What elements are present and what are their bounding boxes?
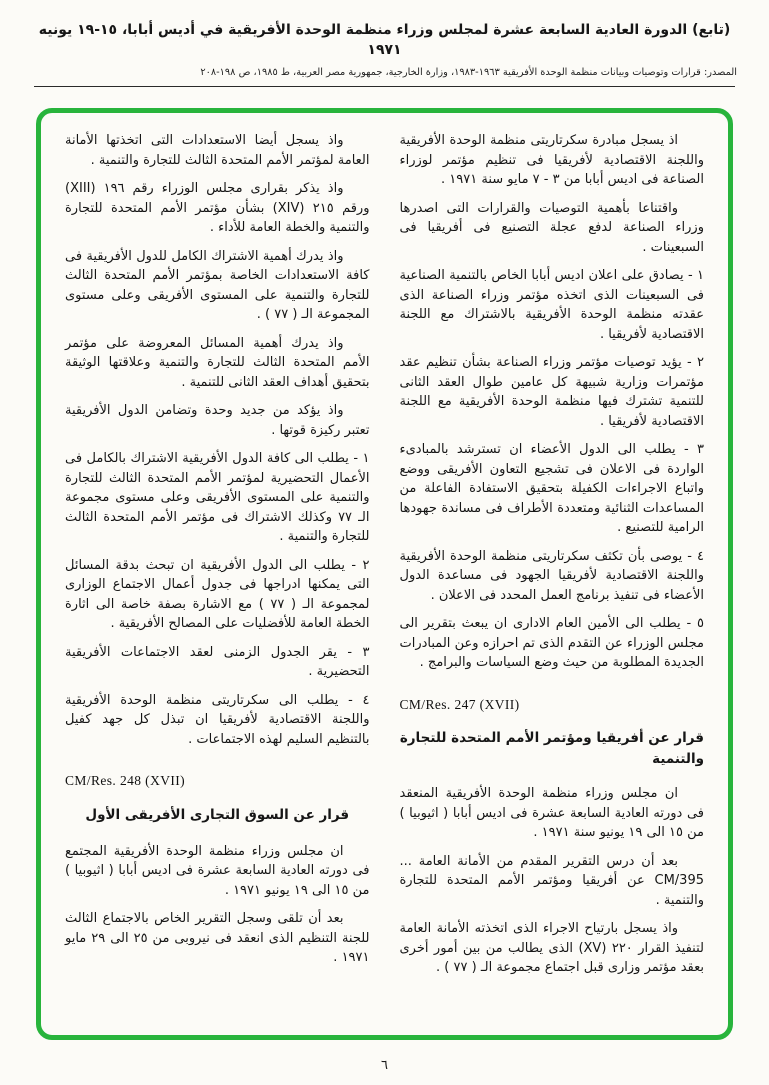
paragraph: واذ يسجل أيضا الاستعدادات التى اتخذتها الأمانة العامة لمؤتمر الأمم المتحدة الثالث للتجارة والتنمية . <box>65 133 370 168</box>
resolution-ref: CM/Res. 247 (XVII) <box>399 696 520 712</box>
paragraph: ٤ - يطلب الى سكرتاريتى منظمة الوحدة الأفريقية واللجنة الاقتصادية لأفريقيا ان تبذل كل جهد كفيل بالتنظيم السليم لهذه الاجتماعات . <box>65 692 370 747</box>
paragraph: ٢ - يطلب الى الدول الأفريقية ان تبحث بدقة المسائل التى يمكنها ادراجها فى جدول أعمال الاجتماع الوزارى لمجموعة الـ ( ٧٧ ) مع الاشارة بصفة خاصة الى اثارة الخطة العامة للأفضليات على المصالح الأفريقية . <box>65 557 370 631</box>
document-frame <box>36 108 733 1040</box>
paragraph: واذ يذكر بقرارى مجلس الوزراء رقم ١٩٦ (XIII) ورقم ٢١٥ (XIV) بشأن مؤتمر الأمم المتحدة للتجارة والتنمية والخطة العامة للأداء . <box>65 181 370 235</box>
paragraph: اذ يسجل مبادرة سكرتاريتى منظمة الوحدة الأفريقية واللجنة الاقتصادية لأفريقيا فى تنظيم مؤتمر لوزراء الصناعة فى اديس أبابا من ٣ - ٧ مايو سنة ١٩٧١ . <box>399 133 704 187</box>
paragraph: ١ - يطلب الى كافة الدول الأفريقية الاشتراك بالكامل فى الأعمال التحضيرية لمؤتمر الأمم المتحدة الثالث للتجارة والتنمية على المستوى الأفريقى وعلى مستوى مجموعة الـ ٧٧ وكذلك الاشتراك فى مؤتمر الأمم المتحدة الثالث للتجارة والتنمية . <box>65 451 370 544</box>
paragraph: ان مجلس وزراء منظمة الوحدة الأفريقية المنعقد فى دورته العادية السابعة عشرة فى اديس أبابا ( اثيوبيا ) من ١٥ الى ١٩ يونيو سنة ١٩٧١ . <box>399 786 704 840</box>
paragraph: ٣ - يطلب الى الدول الأعضاء ان تسترشد بالمبادىء الواردة فى الاعلان فى تشجيع التعاون الأفريقى ووضع واتباع الاجراءات الكفيلة بتحقيق الاستفادة الفاعلة من المساعدات الثنائية ومتعددة الأطراف فى مساندة جهودها الرامية للتصنيع . <box>399 442 704 535</box>
text-columns <box>65 131 704 1021</box>
column-left <box>65 131 370 1021</box>
resolution-heading: قرار عن أفريقيا ومؤتمر الأمم المتحدة للتجارة والتنمية <box>399 730 704 767</box>
paragraph: واقتناعا بأهمية التوصيات والقرارات التى اصدرها وزراء الصناعة لدفع عجلة التصنيع فى أفريقيا فى السبعينات . <box>399 200 704 255</box>
paragraph: ٤ - يوصى بأن تكثف سكرتاريتى منظمة الوحدة الأفريقية واللجنة الاقتصادية لأفريقيا الجهود فى مساعدة الدول الأعضاء فى تنفيذ برنامج العمل المحدد فى الاعلان . <box>399 548 704 603</box>
paragraph: واذ يدرك أهمية المسائل المعروضة على مؤتمر الأمم المتحدة الثالث للتجارة والتنمية وعلاقتها الوثيقة بتحقيق أهداف العقد الثانى للتنمية . <box>65 335 370 390</box>
document-title: (تابع) الدورة العادية السابعة عشرة لمجلس وزراء منظمة الوحدة الأفريقية في أديس أبابا، ١٥-١٩ يونيه ١٩٧١ <box>38 22 731 58</box>
paragraph: ٢ - يؤيد توصيات مؤتمر وزراء الصناعة بشأن تنظيم عقد مؤتمرات وزارية شبيهة كل عامين طوال العقد الثانى للتنمية تشترك فيها منظمة الوحدة الأفريقية مع اللجنة الاقتصادية لأفريقيا . <box>399 355 704 429</box>
page-number: ٦ <box>381 1058 388 1073</box>
resolution-ref: CM/Res. 248 (XVII) <box>65 773 186 788</box>
header-divider <box>34 86 735 87</box>
document-source-line: المصدر: قرارات وتوصيات وبيانات منظمة الوحدة الأفريقية ١٩٦٣-١٩٨٣، وزارة الخارجية، جمهورية مصر العربية، ط ١٩٨٥، ص ١٩٨-٢٠٨ <box>200 67 737 78</box>
paragraph: بعد أن درس التقرير المقدم من الأمانة العامة ... CM/395 عن أفريقيا ومؤتمر الأمم المتحدة للتجارة والتنمية . <box>399 853 704 908</box>
paragraph: واذ يدرك أهمية الاشتراك الكامل للدول الأفريقية فى كافة الاستعدادات الخاصة بمؤتمر الأمم المتحدة الثالث للتجارة والتنمية على المستوى الأفريقى وعلى مستوى المجموعة الـ ( ٧٧ ) . <box>65 248 370 322</box>
paragraph: بعد أن تلقى وسجل التقرير الخاص بالاجتماع الثالث للجنة التنظيم الذى انعقد فى نيروبى من ٢٥ الى ٢٩ مايو ١٩٧١ . <box>65 911 370 965</box>
paragraph: ان مجلس وزراء منظمة الوحدة الأفريقية المجتمع فى دورته العادية السابعة عشرة فى اديس أبابا ( اثيوبيا ) من ١٥ الى ١٩ يونيو ١٩٧١ . <box>65 843 370 898</box>
paragraph: ١ - يصادق على اعلان اديس أبابا الخاص بالتنمية الصناعية فى السبعينات الذى اتخذه مؤتمر وزراء الصناعة الذى عقدته منظمة الوحدة الأفريقية بالاشتراك مع اللجنة الاقتصادية لأفريقيا . <box>399 268 704 342</box>
page-header <box>0 0 769 87</box>
paragraph: ٥ - يطلب الى الأمين العام الادارى ان يبعث بتقرير الى مجلس الوزراء عن التقدم الذى تم احرازه وعن المبادرات الجديدة المطلوبة من حيث وضع السياسات والبرامج . <box>399 616 704 670</box>
column-right <box>400 131 705 1021</box>
resolution-heading: قرار عن السوق التجارى الأفريقى الأول <box>85 806 350 823</box>
paragraph: واذ يؤكد من جديد وحدة وتضامن الدول الأفريقية تعتبر ركيزة قوتها . <box>65 403 370 438</box>
paragraph: واذ يسجل بارتياح الاجراء الذى اتخذته الأمانة العامة لتنفيذ القرار ٢٢٠ (XV) الذى يطالب من بين أمور أخرى بعقد مؤتمر وزارى قبل اجتماع مجموعة الـ ( ٧٧ ) . <box>399 921 704 975</box>
paragraph: ٣ - يقر الجدول الزمنى لعقد الاجتماعات الأفريقية التحضيرية . <box>65 644 370 679</box>
